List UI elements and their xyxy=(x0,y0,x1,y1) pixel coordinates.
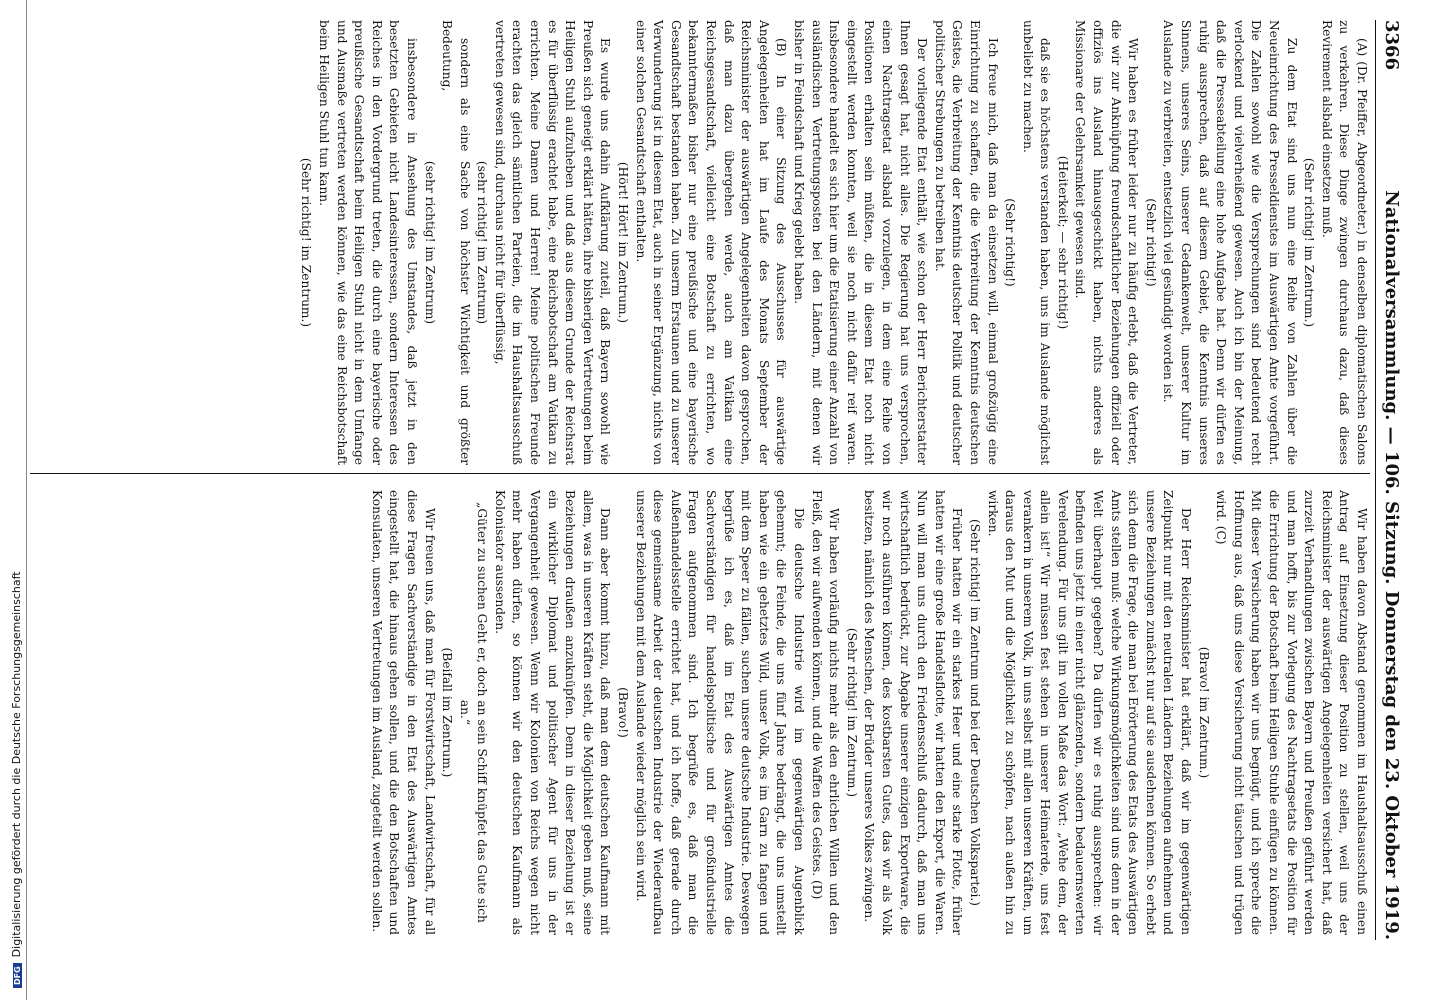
paragraph: (Beifall im Zentrum.) xyxy=(440,647,455,778)
paragraph: Wir haben davon Abstand genommen im Haushaltsausschuß einen Antrag auf Einsetzung dieser Position zu stellen, weil uns der Reichsminister der auswärtigen Angelegenheiten versichert hat, daß zurzeit Verhandlungen zwischen Bayern und Preußen geführt werden und man hofft, bis zur Vorlegung des Nachtragsetats die Position für die Errichtung der Botschaft beim Heiligen Stuhle einfügen zu können. Mit dieser Versicherung haben wir uns begnügt, und ich spreche die Hoffnung aus, daß uns diese Versicherung nicht täuschen und trügen wird. (C) xyxy=(1214,490,1369,935)
page-title: Nationalversammlung. — 106. Sitzung. Donnerstag den 23. Oktober 1919. xyxy=(1381,190,1402,940)
paragraph: (A) (Dr. Pfeiffer, Abgeordneter.) in denselben diplomatischen Salons zu verkehren. Diese Dinge zwingen durchaus dazu, daß dieses Revirement alsbald einsetzen muß. xyxy=(1319,20,1369,465)
paragraph: Die deutsche Industrie wird im gegenwärtigen Augenblick gehemmt; die Feinde, die uns fünf Jahre bedrängt, die uns umstellt haben wie ein gehetztes Wild, unser Volk, es im Garn zu fangen und mit dem Speer zu fällen, suchen unsere deutsche Industrie. Deswegen begrüße ich es, daß im Etat des Auswärtigen Amtes die Sachverständigen für handelspolitische und für großindustrielle Fragen aufgenommen sind. Ich begrüße es, daß man die Außenhandelsstelle errichtet hat, und ich hoffe, daß gerade durch diese gemeinsame Arbeit der deutschen Industrie der Wiederaufbau unserer Beziehungen mit dem Auslande wieder möglich sein wird. xyxy=(633,490,806,935)
paragraph: Der Herr Reichsminister hat erklärt, daß wir im gegenwärtigen Zeitpunkt nur mit den neutralen Ländern Beziehungen aufnehmen und unsere Beziehungen zunächst nur auf sie ausdehnen können. So erhebt sich denn die Frage, die man bei Erörterung des Etats des Auswärtigen Amts stellen muß: welche Wirkungsmöglichkeiten sind uns denn in der Welt überhaupt gegeben? Da dürfen wir es ruhig aussprechen: wir befinden uns jetzt in einer nicht glänzenden, sondern bedauernswerten Verelendung. Für uns gilt im vollen Maße das Wort: „Wehe dem, der allein ist!“ Wir müssen fest stehen in unserer Heimaterde, uns fest verankern in unserem Volk, in uns selbst mit allen unseren Kräften, um daraus den Mut und die Möglichkeit zu schöpfen, nach außen hin zu wirken. xyxy=(985,490,1194,935)
paragraph: Früher hatten wir ein starkes Heer und eine starke Flotte, früher hatten wir eine große Handelsflotte, wir hatten den Export, die Waren. Nun will man uns durch den Friedensschluß dadurch, daß man uns wirtschaftlich bedrückt, zur Abgabe unserer einzigen Exportware, die wir noch ausführen können, des kostbarsten Gutes, das wir als Volk besitzen, nämlich des Menschen, der Brüder unseres Volkes zwingen. xyxy=(862,490,965,935)
credit-text: Digitalisierung gefördert durch die Deutsche Forschungsgemeinschaft xyxy=(10,571,23,958)
page-number: 3366 xyxy=(1381,20,1402,71)
paragraph: Der vorliegende Etat enthält, wie schon der Herr Berichterstatter Ihnen gesagt hat, nicht alles. Die Regierung hat uns versprochen, einen Nachtragsetat alsbald vorzulegen, in dem eine Reihe von Positionen erhalten sein müßten, die in diesem Etat noch nicht eingestellt werden konnten, weil sie noch nicht dafür reif waren. Insbesondere handelt es sich hier um die Etatisierung einer Anzahl von ausländischen Vertretungsposten bei den Ländern, mit denen wir bisher in Feindschaft und Krieg gelebt haben. xyxy=(792,20,930,465)
paragraph: (Sehr richtig!) xyxy=(1143,198,1158,287)
paragraph: „Güter zu suchen Geht er, doch an sein Schiff knüpfet das Gute sich an.“ xyxy=(457,502,490,923)
paragraph: Zu dem Etat sind uns nun eine Reihe von Zahlen über die Neueinrichtung des Presseldienstes im Auswärtigen Amte vorgeführt. Die Zahlen sowohl wie die Versprechungen sind bedeutend recht verlockend und vielverheißend gewesen. Auch ich bin der Meinung, daß die Presseabteilung eine hohe Aufgabe hat. Denn wir dürfen es ruhig aussprechen, daß auf diesem Gebiet, die Kenntnis unseres Sinnens, unseres Seins, unserer Gedankenwelt, unserer Kultur im Auslande zu verbreiten, entsetzlich viel gesündigt worden ist. xyxy=(1161,20,1299,465)
right-column xyxy=(30,490,1370,935)
paragraph: (Heiterkeit; — sehr richtig!) xyxy=(1055,155,1070,330)
paragraph: Dann aber kommt hinzu, daß man dem deutschen Kaufmann mit allem, was in unseren Kräften steht, die Möglichkeit geben muß, seine Beziehungen draußen anzuknüpfen. Denn in dieser Beziehung ist er ein wirklicher Diplomat und politischer Agent für uns in der Vergangenheit gewesen. Wenn wir Kolonien von Reichs wegen nicht mehr haben dürfen, so können wir den deutschen Kaufmann als Kolonisator aussenden. xyxy=(492,490,613,935)
column-divider xyxy=(30,473,1370,474)
paragraph: Wir freuen uns, daß man für Forstwirtschaft, Landwirtschaft, für all diese Fragen Sachverständige in den Etat des Auswärtigen Amtes eingestellt hat, die hinaus gehen sollen, und die den Botschaften und Konsulaten, unseren Vertretungen im Ausland, zugeteilt werden sollen. xyxy=(369,490,437,935)
scanned-page xyxy=(10,0,1410,960)
paragraph: daß sie es höchstens verstanden haben, uns im Auslande möglichst unbeliebt zu machen. xyxy=(1020,20,1053,465)
paragraph: (sehr richtig! im Zentrum) xyxy=(422,160,437,325)
paragraph: (sehr richtig! im Zentrum) xyxy=(475,160,490,325)
paragraph: insbesondere in Ansehung des Umstandes, daß jetzt in den besetzten Gebieten nicht Landesinteressen, sondern Interessen des Reiches in den Vordergrund treten, die durch eine bayerische oder preußische Gesandtschaft beim Heiligen Stuhl nicht in dem Umfange und Ausmaße vertreten werden können, wie das eine Reichsbotschaft beim Heiligen Stuhl tun kann. xyxy=(316,20,419,465)
paragraph: (Sehr richtig! im Zentrum und bei der Deutschen Volkspartei.) xyxy=(967,518,982,907)
paragraph: (Sehr richtig! im Zentrum.) xyxy=(844,627,859,798)
page-header xyxy=(1375,20,1402,940)
paragraph: (Sehr richtig! im Zentrum.) xyxy=(1302,157,1317,328)
dfg-logo: DFG xyxy=(13,963,22,988)
paragraph: Es wurde uns dahin Aufklärung zuteil, daß Bayern sowohl wie Preußen sich geneigt erklärt hätten, ihre bisherigen Vertretungen beim Heiligen Stuhl aufzuheben und daß aus diesem Grunde der Reichsrat es für überflüssig erachtet habe, eine Reichsbotschaft am Vatikan zu errichten. Meine Damen und Herren! Meine politischen Freunde erachten das gleich sämtlichen Parteien, die im Haushaltsausschuß vertreten gewesen sind, durchaus nicht für überflüssig, xyxy=(492,20,613,465)
paragraph: (Sehr richtig! im Zentrum.) xyxy=(299,157,314,328)
paragraph: Ich freue mich, daß man da einsetzen will, einmal großzügig eine Einrichtung zu schaffen, die die Verbreitung der Kenntnis deutschen Geistes, die Verbreitung der Kenntnis deutscher Politik und deutscher politischer Strebungen zu betreiben hat. xyxy=(932,20,1000,465)
paragraph: sondern als eine Sache von höchster Wichtigkeit und größter Bedeutung, xyxy=(440,20,472,465)
left-column xyxy=(30,20,1370,465)
paragraph: (Bravo! im Zentrum.) xyxy=(1196,646,1211,779)
paragraph: Wir haben vorläufig nichts mehr als den ehrlichen Willen und den Fleiß, den wir aufwenden können, und die Waffen des Geistes. (D) xyxy=(809,490,842,935)
digitization-credit-strip xyxy=(0,0,27,1000)
digitization-credit xyxy=(10,8,23,988)
paragraph: (Sehr richtig!) xyxy=(1003,198,1018,287)
paragraph: (Hört! Hört! im Zentrum.) xyxy=(616,161,631,324)
paragraph: Wir haben es früher leider nur zu häufig erlebt, daß die Vertreter, die wir zur Anknüpfung freundschaftlicher Beziehungen offiziell oder offiziös ins Ausland hinausgeschickt haben, nichts anderes als Missionare der Gelehrsamkeit gewesen sind. xyxy=(1073,20,1141,465)
paragraph: (B) In einer Sitzung des Ausschusses für auswärtige Angelegenheiten hat im Laufe des Monats September der Reichsminister der auswärtigen Angelegenheiten davon gesprochen, daß man dazu übergehen werde, auch am Vatikan eine Reichsgesandtschaft, vielleicht eine Botschaft zu errichten, wo bekanntermaßen bisher nur eine preußische und eine bayerische Gesandtschaft bestanden haben. Zu unserm Erstaunen und zu unserer Verwunderung ist in diesem Etat, auch in seiner Ergänzung, nichts von einer solchen Gesandtschaft enthalten. xyxy=(633,20,789,465)
paragraph: (Bravo!) xyxy=(616,687,631,738)
